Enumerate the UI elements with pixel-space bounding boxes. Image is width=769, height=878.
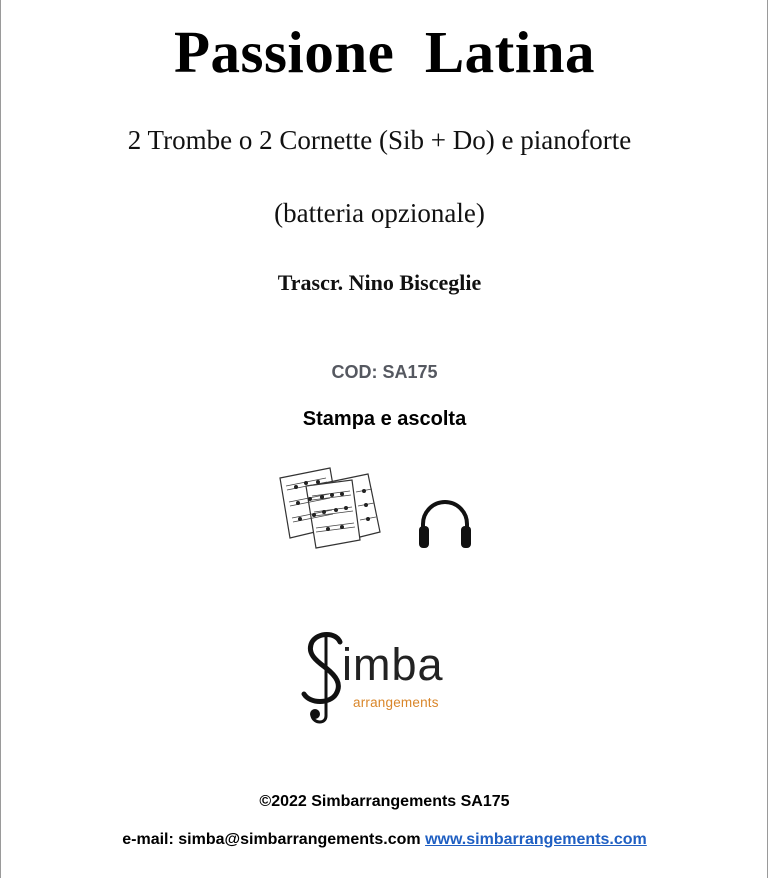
page-border-right (767, 0, 768, 878)
headphones-icon[interactable] (415, 496, 475, 550)
logo-wordmark: imba (342, 639, 444, 690)
instrumentation-text: 2 Trombe o 2 Cornette (Sib + Do) e pianoforte (127, 125, 632, 155)
email-text: e-mail: simba@simbarrangements.com (122, 831, 421, 848)
arranger-credit: Trascr. Nino Bisceglie (277, 270, 482, 295)
contact-line (0, 831, 769, 849)
product-code: COD: SA175 (331, 362, 438, 382)
website-link[interactable]: www.simbarrangements.com (425, 831, 647, 848)
simba-logo (296, 628, 476, 728)
optional-note-text: (batteria opzionale) (274, 198, 485, 228)
sheet-music-icon[interactable] (276, 466, 384, 550)
copyright-text: ©2022 Simbarrangements SA175 (259, 793, 510, 810)
print-and-listen-label: Stampa e ascolta (302, 408, 467, 430)
page-title: Passione Latina (173, 19, 596, 85)
logo-subtitle: arrangements (353, 695, 439, 710)
